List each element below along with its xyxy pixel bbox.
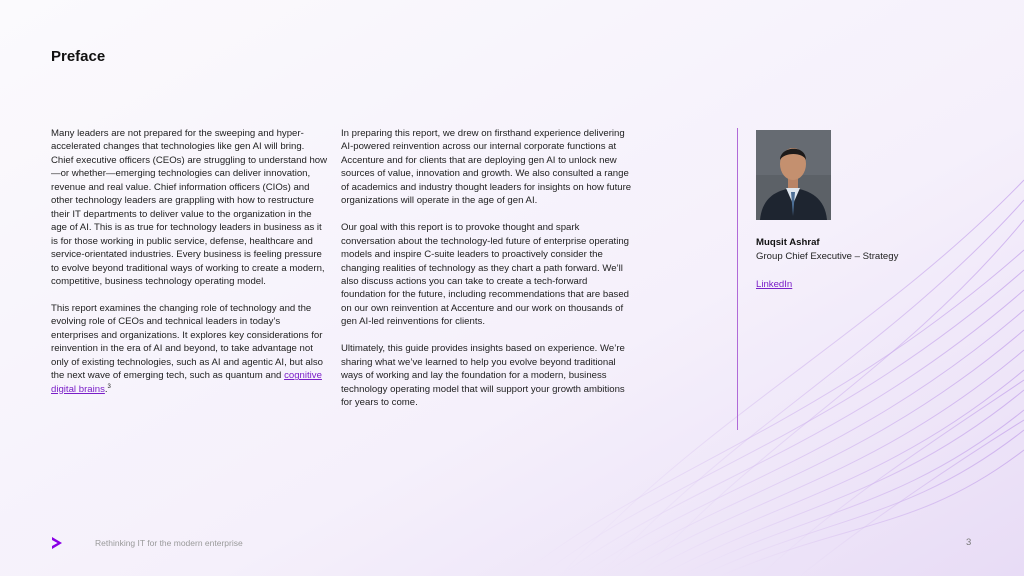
author-role: Group Chief Executive – Strategy xyxy=(756,251,899,262)
accenture-logo-icon xyxy=(51,536,63,550)
linkedin-link[interactable]: LinkedIn xyxy=(756,279,793,290)
middle-paragraph-3: Ultimately, this guide provides insights based on experience. We’re sharing what we’ve learned to help you evolve beyond traditional ways of working and lay the foundation for a modern, business technology operating model that will support your growth ambitions for years to come. xyxy=(341,343,625,409)
author-photo xyxy=(756,130,831,220)
middle-paragraph-2: Our goal with this report is to provoke thought and spark conversation about the technology-led future of enterprise operating models and inspire C-suite leaders to proactively consider the changing realities of technology as they chart a path forward. We’ll also discuss actions you can take to create a tech-forward foundation for the future, including recommendations that are based on our own reinvention at Accenture and our work on thousands of gen AI-led reinventions for clients. xyxy=(341,222,629,328)
author-info xyxy=(756,236,898,292)
cognitive-digital-brains-link[interactable]: cognitive digital brains xyxy=(51,370,322,395)
footer-title: Rethinking IT for the modern enterprise xyxy=(95,538,243,548)
left-paragraph-2-end: . xyxy=(104,383,108,395)
left-paragraph-2 xyxy=(51,302,328,396)
middle-text-column xyxy=(341,127,633,423)
page-number: 3 xyxy=(966,537,972,548)
footnote-marker[interactable]: 3 xyxy=(107,383,111,390)
left-text-column xyxy=(51,127,328,409)
author-name: Muqsit Ashraf xyxy=(756,237,820,248)
left-paragraph-1: Many leaders are not prepared for the sweeping and hyper-accelerated changes that technologies like gen AI will bring. Chief executive officers (CEOs) are struggling to understand how—or whether—emerging technologies can deliver innovation, revenue and real value. Chief information officers (CIOs) and other technology leaders are grappling with how to restructure their IT departments to deliver value to the organization in the age of AI. This is as true for technology leaders in business as it is for those working in public service, defense, healthcare and service-orientated industries. Every business is feeling pressure to evolve beyond traditional ways of working to create a modern, competitive, business technology operating model. xyxy=(51,128,328,287)
middle-paragraph-1: In preparing this report, we drew on firsthand experience delivering AI-powered reinvention across our internal corporate functions at Accenture and for clients that are deploying gen AI to unlock new sources of value, innovation and growth. We also consulted a range of academics and industry thought leaders for insights on how future organizations will operate in the age of gen AI. xyxy=(341,128,632,207)
page-title: Preface xyxy=(51,48,106,65)
left-paragraph-2-text: This report examines the changing role of technology and the evolving role of CEOs and technical leaders in today’s enterprises and organizations. It explores key considerations for reinvention in the era of AI and beyond, to take advantage not only of existing technologies, such as AI and agentic AI, but also the next wave of emerging tech, such as quantum and xyxy=(51,302,323,382)
vertical-divider xyxy=(737,128,738,430)
